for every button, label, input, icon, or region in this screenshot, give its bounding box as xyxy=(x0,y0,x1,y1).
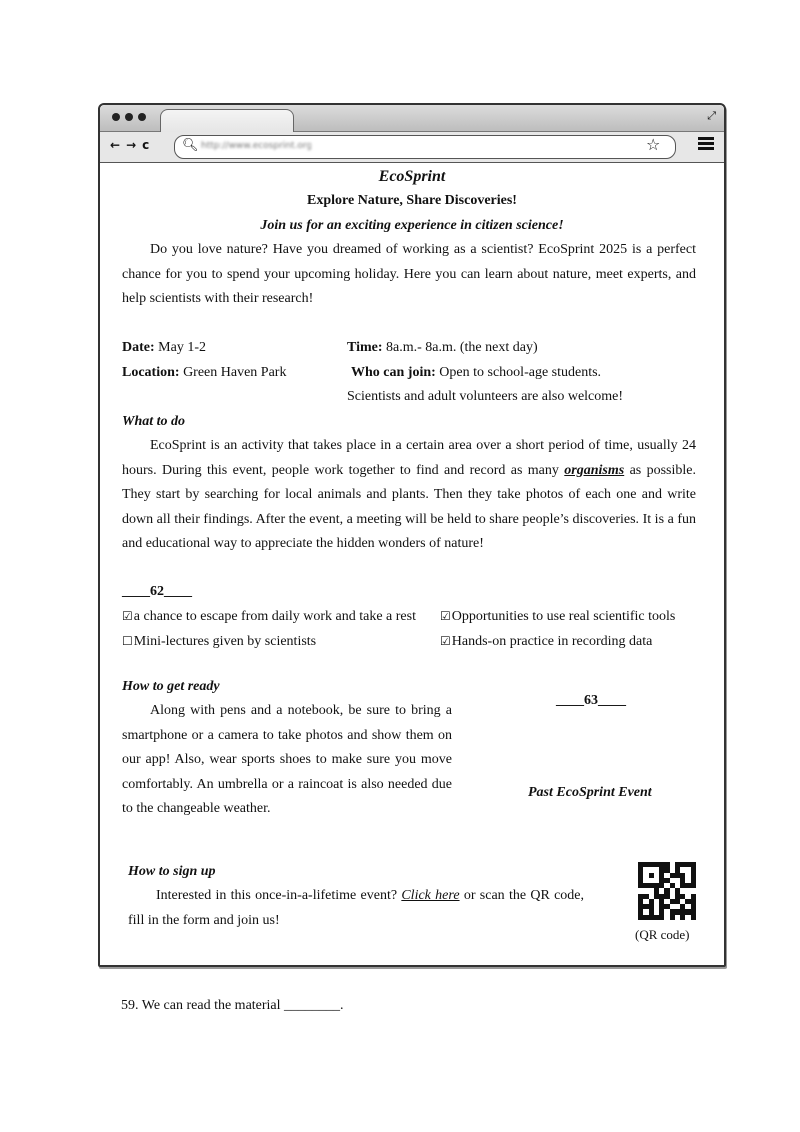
what-to-do-heading: What to do xyxy=(122,414,186,429)
date-label: Date: xyxy=(122,340,155,355)
checklist-item-4 xyxy=(440,629,652,655)
blank-62: ____62____ xyxy=(122,584,192,599)
get-ready-paragraph: Along with pens and a notebook, be sure to bring a smartphone or a camera to take photos and show them on our app! Also, wear sports shoes to make sure you move comfortably. An umbrella or a raincoat is also needed due to the changeable weather. xyxy=(122,703,452,816)
time-label: Time: xyxy=(347,340,383,355)
title-bar xyxy=(100,105,724,132)
intro-paragraph: Do you love nature? Have you dreamed of working as a scientist? EcoSprint 2025 is a perfect chance for you to spend your upcoming holiday. Here you can learn about nature, meet experts, and help scientists with their research! xyxy=(122,242,696,306)
what-text-part1: EcoSprint is an activity that takes place in a certain area over a short period of time, usually 24 hours. During this event, people work together to find and record as many xyxy=(122,438,696,478)
browser-window xyxy=(98,103,726,967)
page-title: EcoSprint xyxy=(378,168,446,185)
blank-63: ____63____ xyxy=(556,693,626,708)
what-text-part2: as possible. They start by searching for local animals and plants. Then they take photos of each one and write down all their findings. After the event, a meeting will be held to share people’s discoveries. It is a fun and educational way to appreciate the hidden wonders of nature! xyxy=(122,462,696,551)
sign-up-heading: How to sign up xyxy=(128,864,216,879)
location-label: Location: xyxy=(122,365,180,380)
who-extra: Scientists and adult volunteers are also welcome! xyxy=(347,389,624,404)
sign-up-paragraph xyxy=(128,884,584,933)
page-subtitle: Explore Nature, Share Discoveries! xyxy=(307,193,517,208)
hamburger-menu-icon[interactable] xyxy=(698,137,714,152)
what-to-do-paragraph xyxy=(122,434,696,557)
location-info xyxy=(122,361,286,386)
photo-caption: Past EcoSprint Event xyxy=(528,785,652,800)
question-59: 59. We can read the material ________. xyxy=(121,998,344,1013)
back-button[interactable]: ← xyxy=(110,138,121,152)
time-info xyxy=(347,336,538,361)
maximize-window-icon[interactable] xyxy=(138,113,146,121)
who-info xyxy=(351,361,601,386)
checked-box-icon: ☑ xyxy=(122,609,133,623)
page-tagline: Join us for an exciting experience in citizen science! xyxy=(260,218,564,233)
qr-caption: (QR code) xyxy=(635,927,690,942)
browser-tab[interactable] xyxy=(160,109,294,132)
close-window-icon[interactable] xyxy=(112,113,120,121)
sign-up-text-part1: Interested in this once-in-a-lifetime event? xyxy=(156,888,402,903)
refresh-button[interactable]: c xyxy=(142,138,150,152)
minimize-window-icon[interactable] xyxy=(125,113,133,121)
date-info xyxy=(122,336,206,361)
location-value: Green Haven Park xyxy=(179,365,287,380)
checked-box-icon: ☑ xyxy=(440,634,451,648)
bookmark-star-icon[interactable]: ☆ xyxy=(646,135,661,154)
window-controls xyxy=(112,113,146,121)
checklist-label-1: a chance to escape from daily work and take a rest xyxy=(133,609,416,624)
time-value: 8a.m.- 8a.m. (the next day) xyxy=(382,340,538,355)
checklist-label-2: Opportunities to use real scientific tools xyxy=(451,609,676,624)
checklist-item-3 xyxy=(122,629,316,655)
nav-buttons xyxy=(110,138,149,152)
checklist-label-4: Hands-on practice in recording data xyxy=(451,634,653,649)
checklist-label-3: Mini-lectures given by scientists xyxy=(133,634,317,649)
qr-code[interactable] xyxy=(638,862,696,920)
browser-toolbar xyxy=(100,132,724,163)
checklist-item-1 xyxy=(122,604,416,630)
who-label: Who can join: xyxy=(351,365,436,380)
resize-icon[interactable]: ⤢ xyxy=(707,109,716,122)
forward-button[interactable]: → xyxy=(126,138,137,152)
get-ready-heading: How to get ready xyxy=(122,679,220,694)
checklist-item-2 xyxy=(440,604,675,630)
who-value: Open to school-age students. xyxy=(435,365,602,380)
empty-box-icon: ☐ xyxy=(122,634,133,648)
checked-box-icon: ☑ xyxy=(440,609,451,623)
click-here-link[interactable]: Click here xyxy=(401,888,460,903)
organisms-keyword: organisms xyxy=(564,462,625,478)
sign-up-text-part2: or scan the QR code, fill in the form and join us! xyxy=(128,888,584,928)
date-value: May 1-2 xyxy=(154,340,206,355)
url-input[interactable] xyxy=(201,140,311,152)
search-icon: 🔍︎ xyxy=(182,138,199,153)
address-bar[interactable] xyxy=(174,135,676,159)
